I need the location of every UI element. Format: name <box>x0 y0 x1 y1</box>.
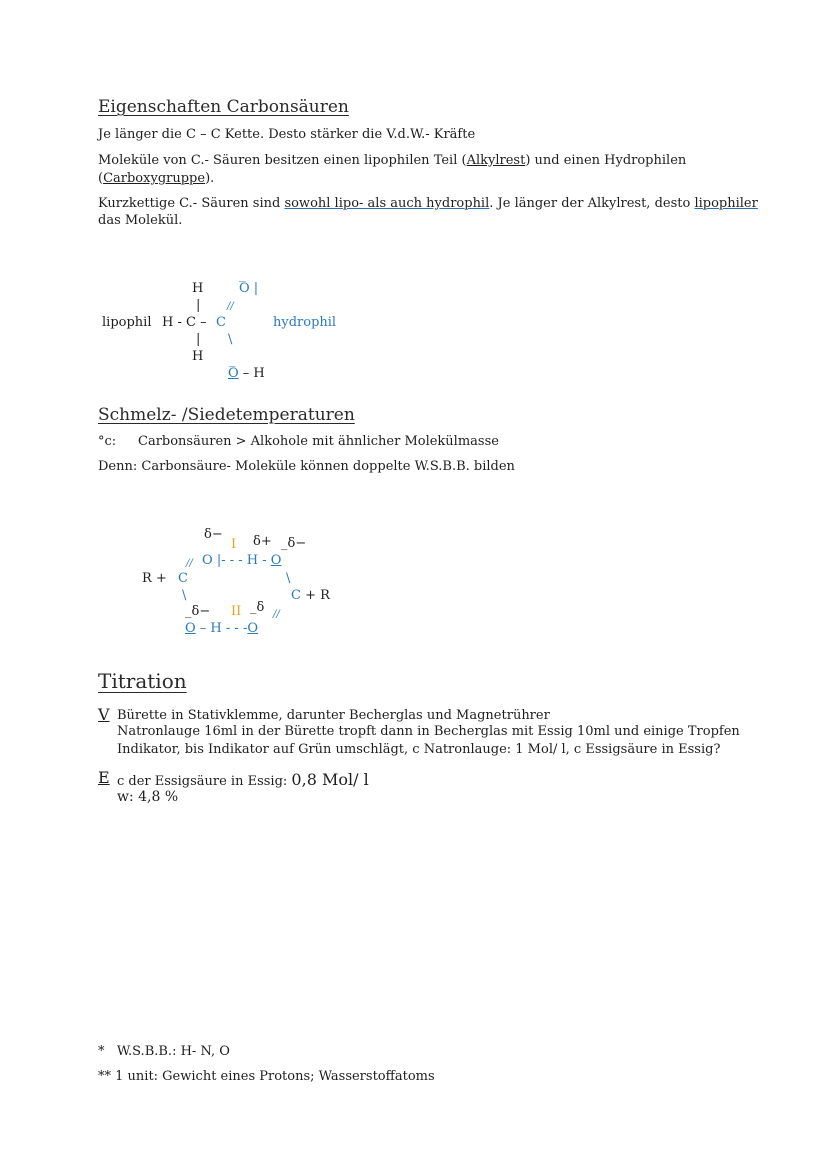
row-label: °c: <box>98 434 117 449</box>
bond-single-diag: \ <box>182 588 187 603</box>
label-hydrophil: hydrophil <box>273 315 337 330</box>
lone-pair-bar: _ <box>250 600 257 615</box>
footnote-1: * W.S.B.B.: H- N, O <box>98 1044 230 1059</box>
result-value: 0,8 Mol/ l <box>291 770 369 789</box>
term-lipophiler: lipophiler <box>694 196 758 211</box>
atom-c-left: C <box>178 571 188 586</box>
delta-minus: δ− <box>191 604 211 619</box>
label-lipophil: lipophil <box>102 315 152 330</box>
group-oh <box>228 366 265 382</box>
result-line: w: 4,8 % <box>117 789 179 805</box>
dimer-top-row <box>202 553 281 569</box>
dimer-bottom-row <box>185 621 258 637</box>
atom-h-bottom: H <box>192 349 204 364</box>
partial-charge: δ− <box>204 527 223 542</box>
paragraph-line: Carbonsäuren > Alkohole mit ähnlicher Molekülmasse <box>138 434 499 449</box>
paragraph-line <box>98 196 758 212</box>
section-title-properties: Eigenschaften Carbonsäuren <box>98 97 349 117</box>
main-chain: H - C – <box>162 315 207 330</box>
lone-pair-bar: _ <box>185 604 192 619</box>
marker-v: V <box>98 705 110 724</box>
atom-o: O <box>185 621 196 636</box>
paragraph-line <box>98 171 214 187</box>
c-right-group <box>291 588 330 604</box>
atom-o: O <box>247 621 259 636</box>
lone-pair-bar: _ <box>229 353 236 368</box>
hbond-dashes: – H - - - <box>195 621 248 636</box>
atom-o-bottom: O <box>228 366 239 381</box>
term-lipo-hydrophil: sowohl lipo- als auch hydrophil <box>284 196 490 211</box>
bond-double: // <box>273 609 280 620</box>
atom-h-top: H <box>192 281 204 296</box>
bond-vertical: | <box>196 332 201 347</box>
lone-pair-bar: _ <box>281 536 288 551</box>
bond-double: // <box>227 301 234 312</box>
partial-charge <box>281 536 306 552</box>
atom-h-o: H - <box>246 553 267 568</box>
atom-c-right: C <box>291 588 301 603</box>
text-run: Moleküle von C.- Säuren besitzen einen lipophilen Teil ( <box>98 153 467 168</box>
paragraph-line: Je länger die C – C Kette. Desto stärker die V.d.W.- Kräfte <box>98 127 476 142</box>
text-run: ). <box>205 171 215 186</box>
r-plus: R + <box>142 571 167 586</box>
paragraph-line: Indikator, bis Indikator auf Grün umschlägt, c Natronlauge: 1 Mol/ l, c Essigsäure in Essig? <box>117 742 721 757</box>
bond-single-diag: \ <box>286 571 291 586</box>
partial-charge <box>185 604 210 620</box>
result-label: c der Essigsäure in Essig: <box>117 774 288 789</box>
plus-r: + R <box>305 588 330 603</box>
delta-minus: δ− <box>287 536 307 551</box>
paragraph-line: Natronlauge 16ml in der Bürette tropft dann in Becherglas mit Essig 10ml und einige Tropfen <box>117 724 740 739</box>
paragraph-line: das Molekül. <box>98 213 183 228</box>
hbond-label-1: I <box>231 537 237 552</box>
hbond-dashes: |- - - <box>216 553 243 568</box>
partial-charge <box>250 600 264 616</box>
lone-pair-bar: _ <box>239 268 246 283</box>
partial-charge: δ+ <box>253 534 272 549</box>
bond-single-diag: \ <box>228 332 233 347</box>
atom-c-carboxyl: C <box>216 315 226 330</box>
text-run: . Je länger der Alkylrest, desto <box>489 196 695 211</box>
section-title-temperatures: Schmelz- /Siedetemperaturen <box>98 405 355 425</box>
bond-oh: – H <box>238 366 265 381</box>
marker-e: E <box>98 768 110 787</box>
result-line <box>117 770 369 790</box>
section-title-titration: Titration <box>98 669 187 693</box>
atom-o: O <box>202 553 213 568</box>
footnote-2: ** 1 unit: Gewicht eines Protons; Wasserstoffatoms <box>98 1069 435 1084</box>
text-run: Kurzkettige C.- Säuren sind <box>98 196 285 211</box>
atom-o-top: O | <box>239 281 259 296</box>
paragraph-line <box>98 153 686 169</box>
hbond-label-2: II <box>231 604 242 619</box>
text-run: ( <box>98 171 104 186</box>
term-alkylrest: Alkylrest <box>466 153 526 168</box>
paragraph-line: Bürette in Stativklemme, darunter Becherglas und Magnetrührer <box>117 708 550 723</box>
text-run: ) und einen Hydrophilen <box>525 153 687 168</box>
bond-vertical: | <box>196 298 201 313</box>
delta: δ <box>256 600 265 615</box>
term-carboxygruppe: Carboxygruppe <box>103 171 206 186</box>
paragraph-line: Denn: Carbonsäure- Moleküle können doppelte W.S.B.B. bilden <box>98 459 515 474</box>
bond-double: // <box>186 558 193 569</box>
atom-o: O <box>270 553 282 568</box>
